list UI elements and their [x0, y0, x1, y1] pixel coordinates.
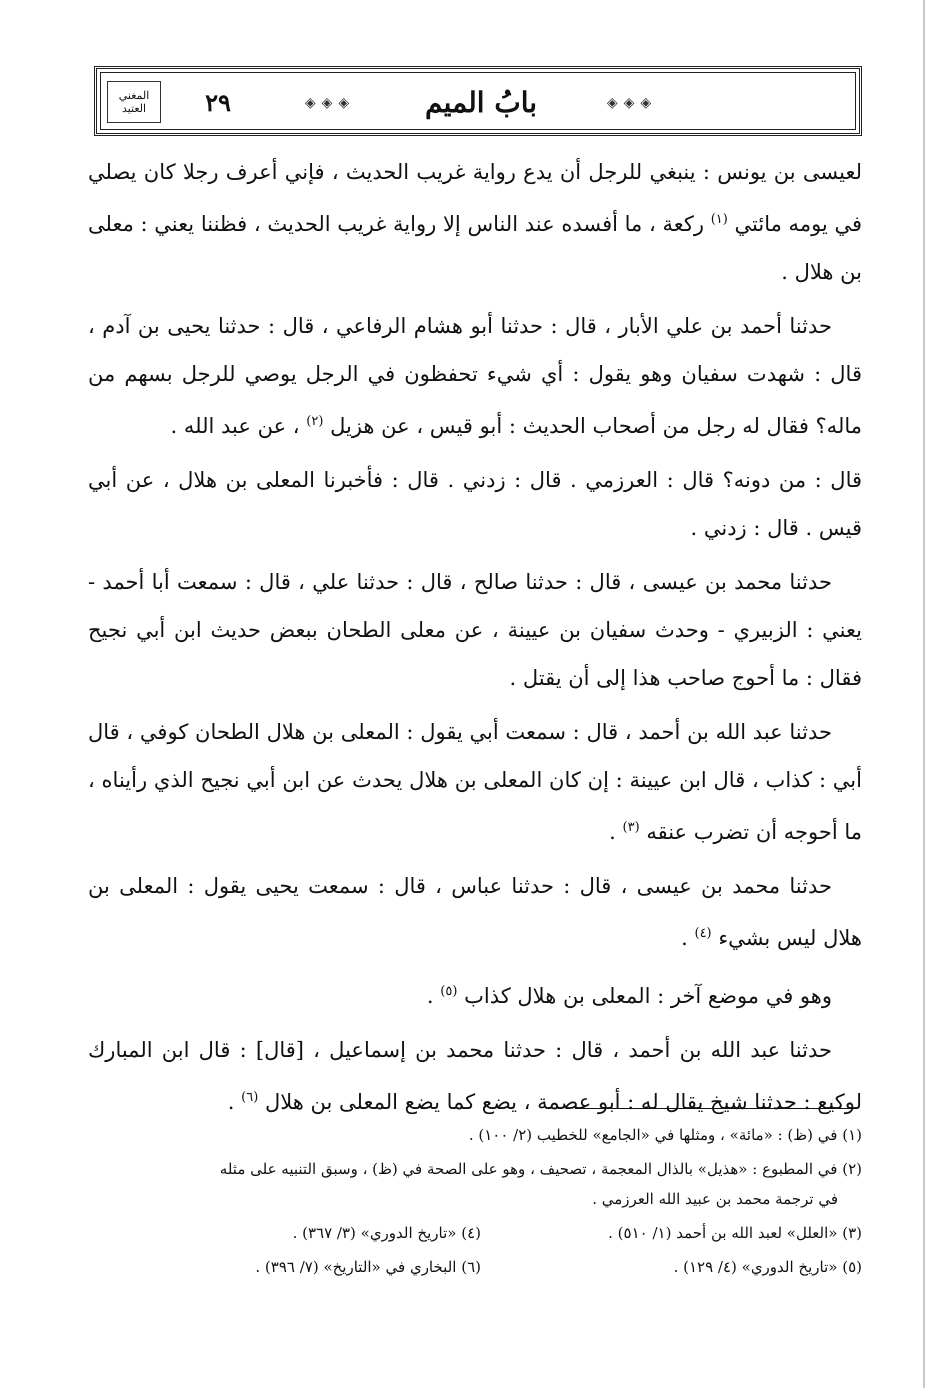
footnote-6: (٦) البخاري في «التاريخ» (٧/ ٣٩٦) . [255, 1258, 481, 1276]
footnote-5: (٥) «تاريخ الدوري» (٤/ ١٢٩) . [673, 1258, 862, 1276]
main-text [88, 148, 862, 1132]
logo-line-2: العتيد [121, 102, 147, 115]
paragraph-2-text-end: ، عن عبد الله . [170, 414, 300, 438]
paragraph-7-text-end: . [426, 984, 434, 1008]
paragraph-1-line-3: يعني : معلى بن هلال . [88, 212, 862, 284]
paragraph-6-text: حدثنا محمد بن عيسى ، قال : حدثنا عباس ، قال : سمعت يحيى يقول : المعلى بن هلال ليس بشيء [88, 874, 862, 950]
paragraph-8 [88, 1026, 862, 1126]
footnote-row-3-4 [100, 1218, 862, 1248]
ornament-diamond-icon: ◈ [321, 95, 333, 111]
footnote-2 [100, 1154, 862, 1214]
footnote-4: (٤) «تاريخ الدوري» (٣/ ٣٦٧) . [292, 1224, 481, 1242]
ornament-diamond-icon: ◈ [304, 95, 316, 111]
footnote-1: (١) في (ظ) : «مائة» ، ومثلها في «الجامع» للخطيب (٢/ ١٠٠) . [468, 1126, 862, 1144]
paragraph-7 [88, 968, 862, 1020]
footnote-2-line-2: في ترجمة محمد بن عبيد الله العرزمي . [592, 1190, 838, 1208]
footnotes [100, 1120, 862, 1286]
page-header [94, 66, 862, 136]
chapter-title: بابُ الميم [425, 85, 538, 119]
footnote-divider [575, 1108, 855, 1109]
footnote-marker-5: (٥) [440, 984, 458, 999]
paragraph-4: حدثنا محمد بن عيسى ، قال : حدثنا صالح ، قال : حدثنا علي ، قال : سمعت أبا أحمد - يعني : الزبيري - وحدث سفيان بن عيينة ، عن معلى الطحان ببعض حديث ابن أبي نجيح فقال : ما أحوج صاحب هذا إلى أن يقتل . [88, 570, 862, 690]
paragraph-5-text-end: . [609, 820, 616, 844]
ornament-diamond-icon: ◈ [338, 95, 350, 111]
footnote-marker-4: (٤) [694, 926, 712, 941]
logo-line-1: المغني [118, 89, 150, 102]
footnote-marker-1: (١) [710, 212, 728, 227]
paragraph-1-line-2b: ركعة ، ما أفسده عند الناس إلا رواية غريب الحديث ، فظننا [200, 212, 704, 236]
page-edge-line [923, 0, 925, 1388]
header-ornament-left [277, 81, 377, 125]
book-logo [107, 81, 161, 123]
paragraph-1-line-1: لعيسى بن يونس : ينبغي للرجل أن يدع رواية غريب الحديث ، فإني أعرف رجلا كان [143, 160, 862, 184]
footnote-marker-3: (٣) [622, 820, 640, 835]
footnote-marker-2: (٢) [306, 414, 324, 429]
paragraph-5-text: حدثنا عبد الله بن أحمد ، قال : سمعت أبي يقول : المعلى بن هلال الطحان كوفي ، قال أبي : كذاب ، قال ابن عيينة : إن كان المعلى بن هلال يحدث عن ابن أبي نجيح الذي رأيناه ، ما أحوجه أن تضرب عنقه [88, 720, 862, 844]
paragraph-1 [88, 148, 862, 296]
header-ornament-right [579, 81, 679, 125]
footnote-row-5-6 [100, 1252, 862, 1282]
page-number: ٢٩ [205, 87, 231, 117]
header-inner-frame [100, 72, 856, 130]
paragraph-3: قال : من دونه؟ قال : العرزمي . قال : زدني . قال : فأخبرنا المعلى بن هلال ، عن أبي قيس . قال : زدني . [88, 468, 863, 540]
paragraph-6 [88, 862, 862, 962]
paragraph-6-text-end: . [681, 926, 688, 950]
footnote-3: (٣) «العلل» لعبد الله بن أحمد (١/ ٥١٠) . [608, 1224, 862, 1242]
paragraph-7-text: وهو في موضع آخر : المعلى بن هلال كذاب [464, 984, 832, 1008]
ornament-diamond-icon: ◈ [606, 95, 618, 111]
paragraph-8-text: حدثنا عبد الله بن أحمد ، قال : حدثنا محمد بن إسماعيل ، [قال] : قال ابن المبارك لوكيع : حدثنا شيخ يقال له : أبو عصمة ، يضع كما يضع المعلى بن هلال [88, 1038, 862, 1114]
ornament-diamond-icon: ◈ [640, 95, 652, 111]
paragraph-1-line-2: يصلي في يومه مائتي [88, 160, 862, 236]
paragraph-8-text-end: . [227, 1090, 235, 1114]
paragraph-5 [88, 708, 862, 856]
footnote-marker-6: (٦) [241, 1090, 259, 1105]
paragraph-2 [88, 302, 862, 450]
footnote-2-line-1: (٢) في المطبوع : «هذيل» بالذال المعجمة ، تصحيف ، وهو على الصحة في (ظ) ، وسبق التنبيه على مثله [219, 1160, 862, 1178]
ornament-diamond-icon: ◈ [623, 95, 635, 111]
paragraph-2-text: حدثنا أحمد بن علي الأبار ، قال : حدثنا أبو هشام الرفاعي ، قال : حدثنا يحيى بن آدم ، قال : شهدت سفيان وهو يقول : أي شيء تحفظون في الرجل يوصي للرجل بسهم من ماله؟ فقال له رجل من أصحاب الحديث : أبو قيس ، عن هزيل [88, 314, 862, 438]
